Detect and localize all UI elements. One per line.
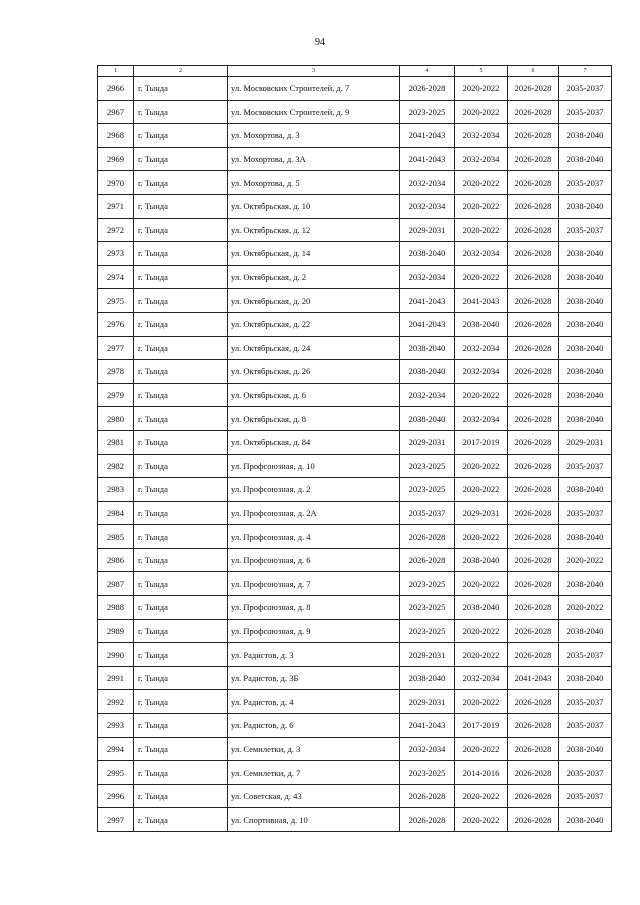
period-cell: 2020-2022 (455, 100, 508, 124)
city-cell: г. Тында (134, 761, 228, 785)
address-cell: ул. Профсоюзная, д. 6 (228, 548, 400, 572)
table-row (98, 289, 612, 313)
city-cell: г. Тында (134, 596, 228, 620)
period-cell: 2038-2040 (455, 548, 508, 572)
period-cell: 2026-2028 (508, 454, 559, 478)
address-cell: ул. Мохортова, д. 5 (228, 171, 400, 195)
period-cell: 2038-2040 (559, 525, 612, 549)
period-cell: 2026-2028 (508, 383, 559, 407)
period-cell: 2026-2028 (508, 761, 559, 785)
period-cell: 2032-2034 (400, 194, 455, 218)
period-cell: 2035-2037 (559, 171, 612, 195)
period-cell: 2026-2028 (400, 808, 455, 832)
period-cell: 2026-2028 (508, 171, 559, 195)
period-cell: 2020-2022 (455, 690, 508, 714)
period-cell: 2026-2028 (508, 784, 559, 808)
period-cell: 2023-2025 (400, 761, 455, 785)
period-cell: 2026-2028 (508, 690, 559, 714)
period-cell: 2035-2037 (559, 77, 612, 101)
period-cell: 2029-2031 (559, 430, 612, 454)
period-cell: 2029-2031 (400, 218, 455, 242)
city-cell: г. Тында (134, 360, 228, 384)
city-cell: г. Тында (134, 242, 228, 266)
row-number-cell: 2969 (98, 147, 134, 171)
row-number-cell: 2996 (98, 784, 134, 808)
period-cell: 2026-2028 (508, 289, 559, 313)
row-number-cell: 2992 (98, 690, 134, 714)
period-cell: 2023-2025 (400, 619, 455, 643)
period-cell: 2038-2040 (559, 478, 612, 502)
period-cell: 2020-2022 (455, 383, 508, 407)
table-row (98, 218, 612, 242)
period-cell: 2029-2031 (400, 430, 455, 454)
period-cell: 2020-2022 (455, 808, 508, 832)
table-row (98, 478, 612, 502)
address-cell: ул. Октябрьская, д. 14 (228, 242, 400, 266)
row-number-cell: 2982 (98, 454, 134, 478)
period-cell: 2032-2034 (400, 265, 455, 289)
address-cell: ул. Октябрьская, д. 24 (228, 336, 400, 360)
column-header: 4 (400, 66, 455, 77)
city-cell: г. Тында (134, 218, 228, 242)
period-cell: 2026-2028 (400, 784, 455, 808)
address-cell: ул. Профсоюзная, д. 2 (228, 478, 400, 502)
period-cell: 2014-2016 (455, 761, 508, 785)
period-cell: 2041-2043 (400, 714, 455, 738)
table-row (98, 147, 612, 171)
row-number-cell: 2991 (98, 666, 134, 690)
row-number-cell: 2973 (98, 242, 134, 266)
page-number: 94 (315, 37, 325, 48)
period-cell: 2026-2028 (508, 360, 559, 384)
period-cell: 2041-2043 (508, 666, 559, 690)
row-number-cell: 2990 (98, 643, 134, 667)
period-cell: 2029-2031 (400, 643, 455, 667)
table-row (98, 596, 612, 620)
address-cell: ул. Московских Строителей, д. 9 (228, 100, 400, 124)
address-cell: ул. Профсоюзная, д. 7 (228, 572, 400, 596)
column-header: 2 (134, 66, 228, 77)
period-cell: 2038-2040 (559, 124, 612, 148)
table-row (98, 572, 612, 596)
row-number-cell: 2977 (98, 336, 134, 360)
period-cell: 2026-2028 (508, 808, 559, 832)
period-cell: 2023-2025 (400, 100, 455, 124)
city-cell: г. Тында (134, 454, 228, 478)
table-row (98, 430, 612, 454)
period-cell: 2038-2040 (559, 619, 612, 643)
period-cell: 2020-2022 (559, 596, 612, 620)
period-cell: 2026-2028 (400, 548, 455, 572)
address-cell: ул. Октябрьская, д. 20 (228, 289, 400, 313)
period-cell: 2038-2040 (400, 242, 455, 266)
period-cell: 2026-2028 (508, 643, 559, 667)
city-cell: г. Тында (134, 478, 228, 502)
period-cell: 2026-2028 (508, 100, 559, 124)
city-cell: г. Тында (134, 171, 228, 195)
period-cell: 2032-2034 (455, 666, 508, 690)
period-cell: 2026-2028 (508, 501, 559, 525)
period-cell: 2026-2028 (508, 242, 559, 266)
address-cell: ул. Профсоюзная, д. 2А (228, 501, 400, 525)
address-cell: ул. Советская, д. 43 (228, 784, 400, 808)
period-cell: 2017-2019 (455, 430, 508, 454)
period-cell: 2026-2028 (400, 525, 455, 549)
period-cell: 2038-2040 (559, 808, 612, 832)
address-cell: ул. Радистов, д. 6 (228, 714, 400, 738)
table-row (98, 383, 612, 407)
table-row (98, 336, 612, 360)
period-cell: 2020-2022 (455, 784, 508, 808)
row-number-cell: 2979 (98, 383, 134, 407)
period-cell: 2038-2040 (559, 147, 612, 171)
period-cell: 2041-2043 (400, 147, 455, 171)
row-number-cell: 2968 (98, 124, 134, 148)
city-cell: г. Тында (134, 808, 228, 832)
row-number-cell: 2994 (98, 737, 134, 761)
period-cell: 2032-2034 (400, 737, 455, 761)
period-cell: 2038-2040 (559, 666, 612, 690)
period-cell: 2032-2034 (455, 124, 508, 148)
row-number-cell: 2974 (98, 265, 134, 289)
city-cell: г. Тында (134, 525, 228, 549)
city-cell: г. Тында (134, 666, 228, 690)
address-cell: ул. Октябрьская, д. 2 (228, 265, 400, 289)
column-header: 1 (98, 66, 134, 77)
period-cell: 2035-2037 (559, 761, 612, 785)
period-cell: 2038-2040 (559, 360, 612, 384)
table-row (98, 124, 612, 148)
period-cell: 2026-2028 (508, 430, 559, 454)
city-cell: г. Тында (134, 194, 228, 218)
city-cell: г. Тында (134, 430, 228, 454)
period-cell: 2032-2034 (455, 360, 508, 384)
period-cell: 2038-2040 (400, 336, 455, 360)
city-cell: г. Тында (134, 265, 228, 289)
city-cell: г. Тында (134, 147, 228, 171)
column-header: 6 (508, 66, 559, 77)
period-cell: 2020-2022 (455, 619, 508, 643)
period-cell: 2038-2040 (559, 289, 612, 313)
row-number-cell: 2997 (98, 808, 134, 832)
period-cell: 2035-2037 (400, 501, 455, 525)
period-cell: 2026-2028 (508, 312, 559, 336)
address-cell: ул. Октябрьская, д. 26 (228, 360, 400, 384)
period-cell: 2035-2037 (559, 100, 612, 124)
period-cell: 2035-2037 (559, 690, 612, 714)
table-row (98, 808, 612, 832)
address-cell: ул. Октябрьская, д. 6 (228, 383, 400, 407)
city-cell: г. Тында (134, 336, 228, 360)
address-cell: ул. Московских Строителей, д. 7 (228, 77, 400, 101)
period-cell: 2038-2040 (559, 407, 612, 431)
row-number-cell: 2975 (98, 289, 134, 313)
period-cell: 2017-2019 (455, 714, 508, 738)
period-cell: 2038-2040 (559, 572, 612, 596)
address-cell: ул. Октябрьская, д. 8 (228, 407, 400, 431)
period-cell: 2038-2040 (559, 383, 612, 407)
period-cell: 2038-2040 (559, 242, 612, 266)
period-cell: 2020-2022 (455, 194, 508, 218)
period-cell: 2020-2022 (455, 572, 508, 596)
period-cell: 2041-2043 (400, 124, 455, 148)
row-number-cell: 2966 (98, 77, 134, 101)
address-cell: ул. Семилетки, д. 3 (228, 737, 400, 761)
period-cell: 2023-2025 (400, 572, 455, 596)
address-cell: ул. Октябрьская, д. 84 (228, 430, 400, 454)
table-row (98, 666, 612, 690)
table-row (98, 100, 612, 124)
table-row (98, 690, 612, 714)
period-cell: 2020-2022 (455, 525, 508, 549)
period-cell: 2026-2028 (508, 407, 559, 431)
table-row (98, 77, 612, 101)
row-number-cell: 2972 (98, 218, 134, 242)
city-cell: г. Тында (134, 737, 228, 761)
period-cell: 2032-2034 (400, 383, 455, 407)
row-number-cell: 2993 (98, 714, 134, 738)
period-cell: 2026-2028 (508, 478, 559, 502)
period-cell: 2035-2037 (559, 714, 612, 738)
period-cell: 2023-2025 (400, 596, 455, 620)
period-cell: 2029-2031 (400, 690, 455, 714)
table-row (98, 312, 612, 336)
address-cell: ул. Радистов, д. 3 (228, 643, 400, 667)
period-cell: 2041-2043 (400, 289, 455, 313)
period-cell: 2020-2022 (559, 548, 612, 572)
table-row (98, 643, 612, 667)
city-cell: г. Тында (134, 100, 228, 124)
city-cell: г. Тында (134, 289, 228, 313)
row-number-cell: 2978 (98, 360, 134, 384)
address-cell: ул. Семилетки, д. 7 (228, 761, 400, 785)
row-number-cell: 2971 (98, 194, 134, 218)
period-cell: 2020-2022 (455, 454, 508, 478)
address-cell: ул. Октябрьская, д. 22 (228, 312, 400, 336)
period-cell: 2020-2022 (455, 218, 508, 242)
table-row (98, 407, 612, 431)
period-cell: 2026-2028 (400, 77, 455, 101)
period-cell: 2026-2028 (508, 714, 559, 738)
city-cell: г. Тында (134, 690, 228, 714)
table-row (98, 619, 612, 643)
period-cell: 2038-2040 (455, 596, 508, 620)
period-cell: 2026-2028 (508, 124, 559, 148)
period-cell: 2026-2028 (508, 336, 559, 360)
period-cell: 2032-2034 (455, 407, 508, 431)
row-number-cell: 2980 (98, 407, 134, 431)
period-cell: 2038-2040 (559, 312, 612, 336)
period-cell: 2023-2025 (400, 478, 455, 502)
row-number-cell: 2986 (98, 548, 134, 572)
row-number-cell: 2985 (98, 525, 134, 549)
address-cell: ул. Спортивная, д. 10 (228, 808, 400, 832)
row-number-cell: 2967 (98, 100, 134, 124)
address-cell: ул. Мохортова, д. 3 (228, 124, 400, 148)
period-cell: 2023-2025 (400, 454, 455, 478)
period-cell: 2038-2040 (559, 336, 612, 360)
period-cell: 2035-2037 (559, 454, 612, 478)
city-cell: г. Тында (134, 124, 228, 148)
table-body (98, 77, 612, 832)
table-row (98, 525, 612, 549)
period-cell: 2026-2028 (508, 265, 559, 289)
period-cell: 2035-2037 (559, 218, 612, 242)
row-number-cell: 2989 (98, 619, 134, 643)
table-row (98, 265, 612, 289)
address-cell: ул. Профсоюзная, д. 8 (228, 596, 400, 620)
address-cell: ул. Радистов, д. 3Б (228, 666, 400, 690)
period-cell: 2026-2028 (508, 525, 559, 549)
row-number-cell: 2981 (98, 430, 134, 454)
table-row (98, 714, 612, 738)
housing-schedule-table (97, 65, 612, 832)
period-cell: 2032-2034 (400, 171, 455, 195)
period-cell: 2020-2022 (455, 265, 508, 289)
row-number-cell: 2970 (98, 171, 134, 195)
table-row (98, 242, 612, 266)
table-row (98, 761, 612, 785)
period-cell: 2026-2028 (508, 147, 559, 171)
period-cell: 2026-2028 (508, 218, 559, 242)
period-cell: 2026-2028 (508, 596, 559, 620)
period-cell: 2020-2022 (455, 171, 508, 195)
period-cell: 2035-2037 (559, 643, 612, 667)
column-header: 5 (455, 66, 508, 77)
period-cell: 2026-2028 (508, 194, 559, 218)
period-cell: 2035-2037 (559, 501, 612, 525)
period-cell: 2038-2040 (559, 737, 612, 761)
table-row (98, 454, 612, 478)
period-cell: 2038-2040 (559, 265, 612, 289)
column-number-row (98, 66, 612, 77)
city-cell: г. Тында (134, 572, 228, 596)
period-cell: 2026-2028 (508, 737, 559, 761)
row-number-cell: 2976 (98, 312, 134, 336)
row-number-cell: 2995 (98, 761, 134, 785)
table-row (98, 737, 612, 761)
period-cell: 2038-2040 (559, 194, 612, 218)
column-header: 7 (559, 66, 612, 77)
city-cell: г. Тында (134, 784, 228, 808)
table-row (98, 360, 612, 384)
table-row (98, 548, 612, 572)
period-cell: 2035-2037 (559, 784, 612, 808)
address-cell: ул. Радистов, д. 4 (228, 690, 400, 714)
table-row (98, 784, 612, 808)
address-cell: ул. Профсоюзная, д. 4 (228, 525, 400, 549)
period-cell: 2038-2040 (400, 666, 455, 690)
period-cell: 2026-2028 (508, 548, 559, 572)
period-cell: 2032-2034 (455, 336, 508, 360)
period-cell: 2026-2028 (508, 619, 559, 643)
address-cell: ул. Октябрьская, д. 10 (228, 194, 400, 218)
period-cell: 2041-2043 (400, 312, 455, 336)
row-number-cell: 2988 (98, 596, 134, 620)
period-cell: 2032-2034 (455, 147, 508, 171)
period-cell: 2026-2028 (508, 572, 559, 596)
table-row (98, 171, 612, 195)
city-cell: г. Тында (134, 312, 228, 336)
address-cell: ул. Профсоюзная, д. 10 (228, 454, 400, 478)
city-cell: г. Тында (134, 407, 228, 431)
period-cell: 2032-2034 (455, 242, 508, 266)
period-cell: 2026-2028 (508, 77, 559, 101)
row-number-cell: 2984 (98, 501, 134, 525)
period-cell: 2029-2031 (455, 501, 508, 525)
city-cell: г. Тында (134, 548, 228, 572)
period-cell: 2038-2040 (455, 312, 508, 336)
row-number-cell: 2983 (98, 478, 134, 502)
city-cell: г. Тында (134, 643, 228, 667)
period-cell: 2020-2022 (455, 478, 508, 502)
address-cell: ул. Профсоюзная, д. 9 (228, 619, 400, 643)
city-cell: г. Тында (134, 501, 228, 525)
city-cell: г. Тында (134, 77, 228, 101)
period-cell: 2020-2022 (455, 77, 508, 101)
period-cell: 2041-2043 (455, 289, 508, 313)
period-cell: 2038-2040 (400, 360, 455, 384)
row-number-cell: 2987 (98, 572, 134, 596)
address-cell: ул. Мохортова, д. 3А (228, 147, 400, 171)
period-cell: 2020-2022 (455, 737, 508, 761)
table-row (98, 194, 612, 218)
column-header: 3 (228, 66, 400, 77)
city-cell: г. Тында (134, 383, 228, 407)
address-cell: ул. Октябрьская, д. 12 (228, 218, 400, 242)
city-cell: г. Тында (134, 714, 228, 738)
city-cell: г. Тында (134, 619, 228, 643)
period-cell: 2020-2022 (455, 643, 508, 667)
period-cell: 2038-2040 (400, 407, 455, 431)
table-row (98, 501, 612, 525)
